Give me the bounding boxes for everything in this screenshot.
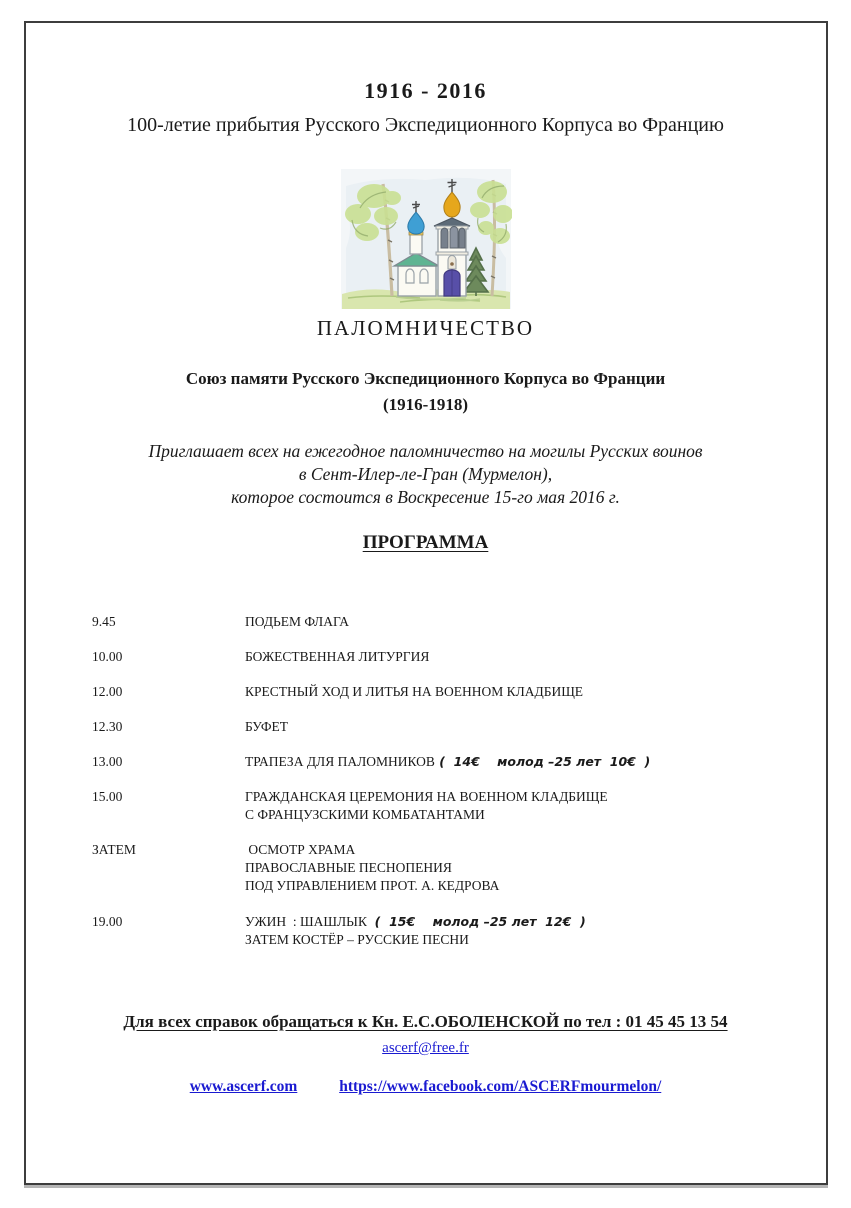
schedule-row — [92, 648, 801, 666]
schedule-row — [92, 788, 801, 824]
schedule-activity-text: ПРАВОСЛАВНЫЕ ПЕСНОПЕНИЯ — [245, 860, 452, 875]
email-row — [0, 1040, 851, 1057]
union-line1: Союз памяти Русского Экспедиционного Корпуса во Франции — [185, 369, 666, 388]
schedule-row — [92, 841, 801, 895]
subtitle — [0, 113, 851, 138]
invitation-paragraph — [0, 440, 851, 509]
schedule-activity — [245, 648, 801, 666]
schedule-time: ЗАТЕМ — [92, 842, 136, 857]
invitation-line: которое состоится в Воскресение 15-го мая 2016 г. — [231, 487, 620, 508]
invitation-line: в Сент-Илер-ле-Гран (Мурмелон), — [298, 464, 553, 485]
links-row — [0, 1078, 851, 1096]
schedule-activity-text: С ФРАНЦУЗСКИМИ КОМБАТАНТАМИ — [245, 807, 485, 822]
subtitle-text: 100-летие прибытия Русского Экспедиционного Корпуса во Францию — [127, 114, 724, 136]
schedule-time: 19.00 — [92, 914, 123, 929]
email-link[interactable]: ascerf@free.fr — [382, 1040, 469, 1056]
schedule-activity-text: БОЖЕСТВЕННАЯ ЛИТУРГИЯ — [245, 649, 430, 664]
schedule-activity-text: ГРАЖДАНСКАЯ ЦЕРЕМОНИЯ НА ВОЕННОМ КЛАДБИЩЕ — [245, 789, 608, 804]
schedule-row — [92, 753, 801, 771]
schedule-row — [92, 913, 801, 949]
church-watercolor-image — [340, 168, 512, 310]
website-link[interactable]: www.ascerf.com — [189, 1078, 298, 1095]
schedule-activity — [245, 613, 801, 631]
facebook-link[interactable]: https://www.facebook.com/ASCERFmourmelon/ — [339, 1078, 662, 1095]
union-heading — [0, 366, 851, 417]
schedule-activity — [245, 718, 801, 736]
schedule-activity-text: КРЕСТНЫЙ ХОД И ЛИТЬЯ НА ВОЕННОМ КЛАДБИЩЕ — [245, 684, 584, 699]
schedule-time: 12.30 — [92, 719, 123, 734]
schedule-activity-text: ПОДЬЕМ ФЛАГА — [245, 614, 350, 629]
schedule-activity-text: БУФЕТ — [245, 719, 288, 734]
schedule-activity-text: УЖИН : ШАШЛЫК — [245, 914, 371, 929]
price-note: ( 15€ молод –25 лет 12€ ) — [370, 914, 586, 929]
contact-info-line: Для всех справок обращаться к Кн. Е.С.ОБОЛЕНСКОЙ по тел : 01 45 45 13 54 — [123, 1012, 728, 1031]
schedule-time: 15.00 — [92, 789, 123, 804]
program-schedule — [92, 613, 801, 966]
schedule-time: 9.45 — [92, 614, 116, 629]
schedule-row — [92, 718, 801, 736]
program-heading: ПРОГРАММА — [362, 532, 489, 553]
schedule-activity — [245, 753, 801, 771]
church-illustration — [340, 168, 512, 310]
schedule-activity-text: ОСМОТР ХРАМА — [245, 842, 356, 857]
schedule-activity-text: ТРАПЕЗА ДЛЯ ПАЛОМНИКОВ — [245, 754, 435, 769]
schedule-activity — [245, 841, 801, 895]
schedule-activity — [245, 788, 801, 824]
price-note: ( 14€ молод –25 лет 10€ ) — [434, 754, 651, 769]
invitation-line: Приглашает всех на ежегодное паломничество на могилы Русских воинов — [148, 441, 703, 461]
schedule-activity-text: ЗАТЕМ КОСТЁР – РУССКИЕ ПЕСНИ — [245, 932, 469, 947]
schedule-time: 12.00 — [92, 684, 123, 699]
schedule-time: 10.00 — [92, 649, 123, 664]
schedule-time: 13.00 — [92, 754, 123, 769]
schedule-activity-text: ПОД УПРАВЛЕНИЕМ ПРОТ. А. КЕДРОВА — [245, 878, 500, 893]
union-line2: (1916-1918) — [383, 394, 468, 414]
pilgrimage-heading: ПАЛОМНИЧЕСТВО — [316, 316, 535, 340]
schedule-activity — [245, 683, 801, 701]
schedule-row — [92, 683, 801, 701]
schedule-row — [92, 613, 801, 631]
title-years: 1916 - 2016 — [364, 78, 487, 103]
schedule-activity — [245, 913, 801, 949]
